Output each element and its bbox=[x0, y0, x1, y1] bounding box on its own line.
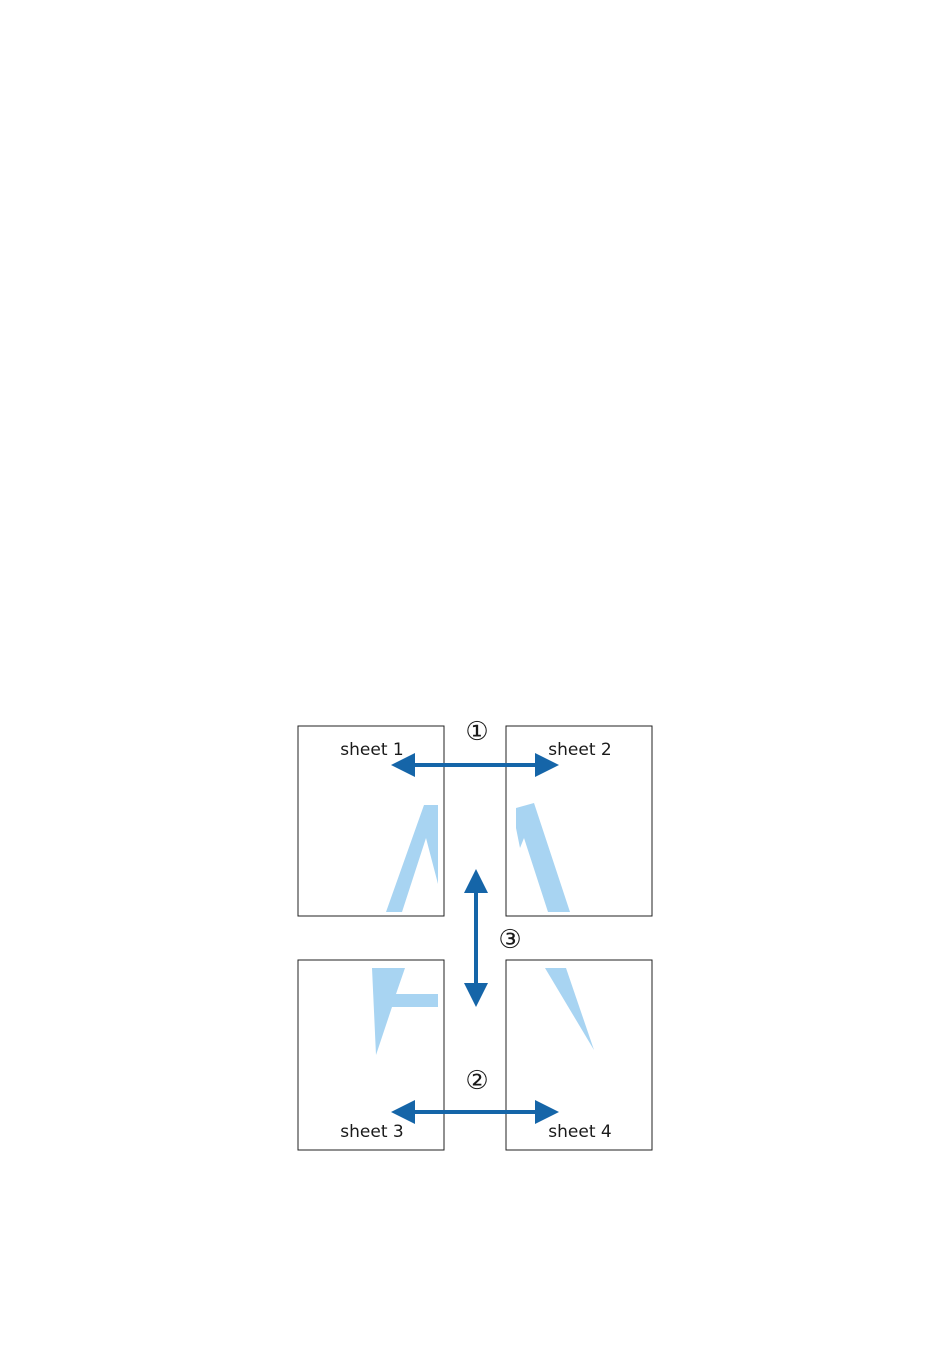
sheet-3-label: sheet 3 bbox=[340, 1122, 404, 1142]
step-number-3: ③ bbox=[498, 925, 522, 955]
sheet-3 bbox=[298, 960, 444, 1150]
sheet-2-label: sheet 2 bbox=[548, 740, 612, 760]
double-vertical-arrow-3 bbox=[464, 869, 488, 1007]
sheet-2 bbox=[506, 726, 652, 916]
sheet-1 bbox=[298, 726, 444, 916]
sheet-4-label: sheet 4 bbox=[548, 1122, 612, 1142]
step-number-2: ② bbox=[465, 1066, 489, 1096]
sheet-1-label: sheet 1 bbox=[340, 740, 404, 760]
sheet-4 bbox=[506, 960, 652, 1150]
step-number-1: ① bbox=[465, 717, 489, 747]
